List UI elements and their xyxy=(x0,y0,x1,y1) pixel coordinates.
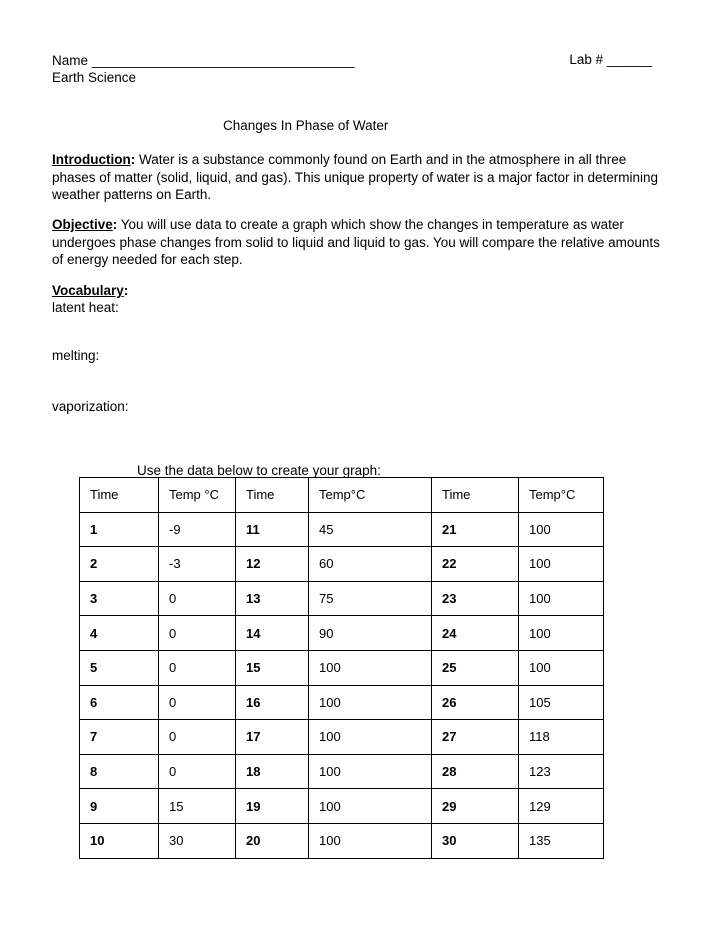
table-cell: 60 xyxy=(309,547,432,582)
table-cell: 11 xyxy=(236,512,309,547)
table-cell: 9 xyxy=(80,789,159,824)
table-cell: 75 xyxy=(309,581,432,616)
table-cell: 23 xyxy=(432,581,519,616)
table-cell: 26 xyxy=(432,685,519,720)
table-cell: 0 xyxy=(159,650,236,685)
vocabulary-heading: Vocabulary: xyxy=(52,283,129,298)
table-row xyxy=(80,616,604,651)
table-cell: 0 xyxy=(159,685,236,720)
name-line: Name ___________________________________ xyxy=(52,53,355,68)
table-cell: 100 xyxy=(519,547,604,582)
table-cell: 45 xyxy=(309,512,432,547)
table-row xyxy=(80,685,604,720)
objective-section: Objective: You will use data to create a graph which show the changes in temperature as water undergoes phase changes from solid to liquid and liquid to gas. You will compare the relative amounts of energy needed for each step. xyxy=(52,217,660,267)
table-cell: 123 xyxy=(519,754,604,789)
vocab-item-latent-heat: latent heat: xyxy=(52,300,119,315)
table-cell: 0 xyxy=(159,581,236,616)
table-cell: 5 xyxy=(80,650,159,685)
table-row xyxy=(80,789,604,824)
table-cell: 100 xyxy=(309,685,432,720)
table-cell: 20 xyxy=(236,823,309,858)
table-cell: 0 xyxy=(159,616,236,651)
table-row xyxy=(80,650,604,685)
course-name: Earth Science xyxy=(52,70,137,85)
vocab-item-melting: melting: xyxy=(52,348,100,363)
table-cell: 100 xyxy=(519,650,604,685)
table-instructions: Use the data below to create your graph: xyxy=(137,463,381,478)
table-header-row xyxy=(80,478,604,513)
table-cell: 13 xyxy=(236,581,309,616)
table-cell: 30 xyxy=(159,823,236,858)
table-cell: 21 xyxy=(432,512,519,547)
table-cell: -3 xyxy=(159,547,236,582)
table-cell: 14 xyxy=(236,616,309,651)
table-cell: 15 xyxy=(236,650,309,685)
column-header: Time xyxy=(432,478,519,513)
objective-text: You will use data to create a graph which show the changes in temperature as water undergoes phase changes from solid to liquid and liquid to gas. You will compare the relative amounts of energy needed for each step. xyxy=(52,217,660,267)
column-header: Temp°C xyxy=(309,478,432,513)
introduction-label: Introduction xyxy=(52,152,131,167)
lab-number-line: Lab # ______ xyxy=(569,52,652,67)
table-cell: 100 xyxy=(309,754,432,789)
table-cell: 7 xyxy=(80,720,159,755)
table-cell: 100 xyxy=(309,720,432,755)
table-cell: 4 xyxy=(80,616,159,651)
table-cell: 3 xyxy=(80,581,159,616)
table-cell: 129 xyxy=(519,789,604,824)
table-cell: 100 xyxy=(309,789,432,824)
column-header: Time xyxy=(80,478,159,513)
table-cell: 100 xyxy=(519,616,604,651)
table-cell: -9 xyxy=(159,512,236,547)
table-cell: 0 xyxy=(159,754,236,789)
column-header: Time xyxy=(236,478,309,513)
table-row xyxy=(80,754,604,789)
introduction-section: Introduction: Water is a substance commonly found on Earth and in the atmosphere in all three phases of matter (solid, liquid, and gas). This unique property of water is a major factor in determining weather patterns on Earth. xyxy=(52,152,659,202)
table-cell: 22 xyxy=(432,547,519,582)
table-cell: 24 xyxy=(432,616,519,651)
table-cell: 28 xyxy=(432,754,519,789)
table-cell: 18 xyxy=(236,754,309,789)
table-cell: 118 xyxy=(519,720,604,755)
table-cell: 25 xyxy=(432,650,519,685)
table-cell: 135 xyxy=(519,823,604,858)
table-cell: 8 xyxy=(80,754,159,789)
worksheet-title-text: Changes In Phase of Water xyxy=(223,118,389,133)
table-cell: 16 xyxy=(236,685,309,720)
table-cell: 27 xyxy=(432,720,519,755)
column-header: Temp °C xyxy=(159,478,236,513)
table-cell: 17 xyxy=(236,720,309,755)
column-header: Temp°C xyxy=(519,478,604,513)
table-cell: 29 xyxy=(432,789,519,824)
table-cell: 30 xyxy=(432,823,519,858)
temperature-data-table xyxy=(79,477,604,859)
table-row xyxy=(80,720,604,755)
vocabulary-label: Vocabulary xyxy=(52,283,124,298)
table-cell: 105 xyxy=(519,685,604,720)
table-cell: 1 xyxy=(80,512,159,547)
table-cell: 100 xyxy=(309,650,432,685)
table-row xyxy=(80,512,604,547)
table-cell: 19 xyxy=(236,789,309,824)
table-cell: 12 xyxy=(236,547,309,582)
table-row xyxy=(80,581,604,616)
table-cell: 100 xyxy=(309,823,432,858)
introduction-text: Water is a substance commonly found on Earth and in the atmosphere in all three phases of matter (solid, liquid, and gas). This unique property of water is a major factor in determining weather patterns on Earth. xyxy=(52,152,659,202)
table-row xyxy=(80,823,604,858)
table-cell: 15 xyxy=(159,789,236,824)
table-cell: 100 xyxy=(519,581,604,616)
objective-label: Objective xyxy=(52,217,113,232)
table-cell: 10 xyxy=(80,823,159,858)
table-cell: 6 xyxy=(80,685,159,720)
table-cell: 100 xyxy=(519,512,604,547)
vocab-item-vaporization: vaporization: xyxy=(52,399,129,414)
table-cell: 2 xyxy=(80,547,159,582)
table-cell: 0 xyxy=(159,720,236,755)
table-row xyxy=(80,547,604,582)
table-cell: 90 xyxy=(309,616,432,651)
